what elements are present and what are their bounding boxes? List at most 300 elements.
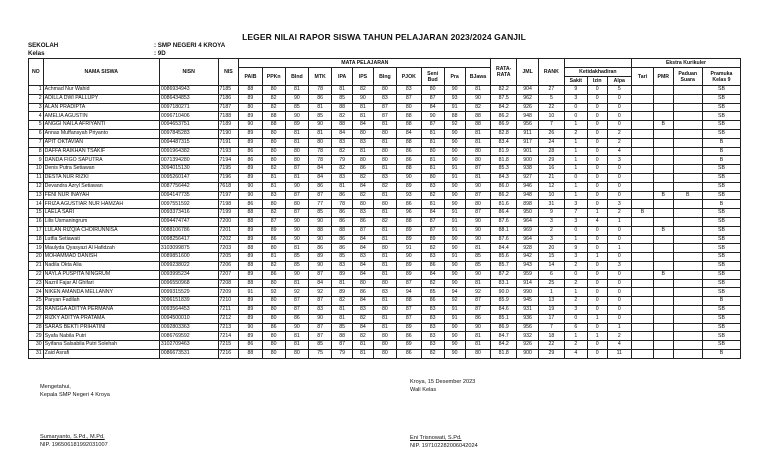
cell-nama: Devandra Azryl Setiawan (43, 182, 159, 191)
cell-mtk: 87 (309, 191, 332, 200)
cell-rata: 82.2 (491, 86, 517, 95)
cell-sakit: 2 (564, 297, 587, 306)
cell-ips: 80 (353, 129, 374, 138)
cell-nama: Nazril Fajar Al Ghifari (43, 279, 159, 288)
cell-mtk: 84 (309, 173, 332, 182)
cell-pjok: 89 (397, 235, 421, 244)
cell-bjawa: 80 (465, 200, 491, 209)
cell-sakit: 2 (564, 279, 587, 288)
cell-tari (631, 305, 653, 314)
cell-nis: 7187 (218, 103, 239, 112)
col-ipa: IPA (332, 68, 353, 86)
cell-ips: 82 (353, 86, 374, 95)
cell-pmr (653, 341, 673, 350)
cell-paduan-suara (673, 209, 702, 218)
col-bind: BInd (285, 68, 308, 86)
cell-senbud: 82 (421, 349, 444, 358)
cell-rank: 7 (539, 323, 565, 332)
table-row (29, 279, 741, 288)
cell-sakit: 7 (564, 209, 587, 218)
cell-nisn: 3096151839 (159, 297, 218, 306)
cell-jml: 943 (517, 261, 539, 270)
cell-paduan-suara (673, 165, 702, 174)
cell-rank: 2 (539, 226, 565, 235)
cell-paib: 89 (239, 297, 262, 306)
cell-jml: 956 (517, 121, 539, 130)
col-pramuka: Pramuka Kelas 9 (702, 68, 740, 86)
cell-nisn: 0099238022 (159, 261, 218, 270)
cell-pramuka: SB (702, 121, 740, 130)
cell-bing: 81 (373, 323, 396, 332)
cell-bing: 81 (373, 191, 396, 200)
cell-pjok: 88 (397, 138, 421, 147)
cell-bjawa: 81 (465, 341, 491, 350)
cell-paib: 89 (239, 314, 262, 323)
cell-ipa: 86 (332, 191, 353, 200)
cell-rata: 85.6 (491, 253, 517, 262)
cell-izin: 0 (587, 173, 607, 182)
cell-no: 26 (29, 305, 44, 314)
cell-paduan-suara (673, 182, 702, 191)
cell-pra: 91 (444, 217, 465, 226)
cell-paib: 89 (239, 270, 262, 279)
cell-paduan-suara (673, 86, 702, 95)
cell-pramuka: SB (702, 112, 740, 121)
cell-nama: Syifana Salsabila Putri Solehah (43, 341, 159, 350)
cell-sakit: 1 (564, 147, 587, 156)
cell-rata: 82.8 (491, 129, 517, 138)
cell-mtk: 85 (309, 209, 332, 218)
cell-bind: 90 (285, 226, 308, 235)
cell-bjawa: 81 (465, 86, 491, 95)
cell-rank: 29 (539, 349, 565, 358)
cell-izin: 0 (587, 94, 607, 103)
cell-paib: 86 (239, 147, 262, 156)
cell-nis: 7197 (218, 191, 239, 200)
table-row (29, 288, 741, 297)
cell-paib: 88 (239, 244, 262, 253)
cell-bing: 82 (373, 217, 396, 226)
cell-no: 19 (29, 244, 44, 253)
cell-ppkn: 80 (262, 200, 285, 209)
cell-ppkn: 86 (262, 270, 285, 279)
cell-paduan-suara (673, 288, 702, 297)
cell-pmr (653, 279, 673, 288)
cell-mtk: 90 (309, 314, 332, 323)
table-body (29, 86, 741, 359)
cell-bind: 81 (285, 244, 308, 253)
cell-nisn: 0089851600 (159, 253, 218, 262)
document-title: LEGER NILAI RAPOR SISWA TAHUN PELAJARAN 2023/2024 GANJIL (242, 32, 526, 42)
cell-pjok: 89 (397, 270, 421, 279)
cell-tari (631, 173, 653, 182)
cell-nisn: 3094015130 (159, 165, 218, 174)
cell-paduan-suara (673, 279, 702, 288)
cell-ips: 86 (353, 165, 374, 174)
cell-pjok: 88 (397, 121, 421, 130)
cell-paduan-suara (673, 94, 702, 103)
cell-pmr: B (653, 270, 673, 279)
cell-bing: 80 (373, 156, 396, 165)
cell-paduan-suara (673, 147, 702, 156)
cell-tari (631, 182, 653, 191)
cell-rank: 19 (539, 305, 565, 314)
cell-nisn: 0086434853 (159, 94, 218, 103)
cell-izin: 0 (587, 147, 607, 156)
extracurricular-group-header: Ekstra Kurikuler (631, 59, 740, 68)
cell-sakit: 3 (564, 253, 587, 262)
cell-nis: 7196 (218, 173, 239, 182)
cell-pmr (653, 297, 673, 306)
cell-izin: 0 (587, 349, 607, 358)
cell-pramuka: B (702, 349, 740, 358)
cell-bjawa: 90 (465, 270, 491, 279)
cell-tari (631, 165, 653, 174)
cell-jml: 969 (517, 226, 539, 235)
cell-bing: 80 (373, 332, 396, 341)
cell-nisn: 0086769592 (159, 332, 218, 341)
cell-ips: 82 (353, 332, 374, 341)
cell-nisn: 0094474747 (159, 217, 218, 226)
cell-pramuka: SB (702, 103, 740, 112)
cell-pramuka: SB (702, 323, 740, 332)
cell-pjok: 88 (397, 217, 421, 226)
cell-ips: 84 (353, 323, 374, 332)
cell-bing: 81 (373, 121, 396, 130)
school-value: : SMP NEGERI 4 KROYA (154, 42, 226, 49)
cell-jml: 898 (517, 200, 539, 209)
cell-paduan-suara (673, 305, 702, 314)
cell-tari (631, 244, 653, 253)
cell-nisn: 0093564453 (159, 305, 218, 314)
cell-pjok: 90 (397, 253, 421, 262)
cell-pramuka: SB (702, 253, 740, 262)
cell-paib: 89 (239, 112, 262, 121)
table-row (29, 121, 741, 130)
cell-mtk: 78 (309, 147, 332, 156)
cell-senbud: 87 (421, 217, 444, 226)
cell-nis: 7203 (218, 244, 239, 253)
cell-alpa: 0 (607, 121, 631, 130)
cell-rank: 18 (539, 332, 565, 341)
cell-pra: 91 (444, 209, 465, 218)
cell-tari (631, 112, 653, 121)
cell-mtk: 85 (309, 112, 332, 121)
table-row (29, 138, 741, 147)
cell-rata: 85.1 (491, 314, 517, 323)
cell-pramuka: SB (702, 244, 740, 253)
cell-pramuka: SB (702, 173, 740, 182)
cell-rank: 1 (539, 288, 565, 297)
cell-pra: 90 (444, 191, 465, 200)
col-nisn: NISN (159, 59, 218, 86)
cell-no: 31 (29, 349, 44, 358)
cell-ipa: 86 (332, 244, 353, 253)
cell-jml: 931 (517, 305, 539, 314)
cell-pramuka: SB (702, 279, 740, 288)
cell-bing: 80 (373, 147, 396, 156)
cell-ips: 84 (353, 235, 374, 244)
cell-rank: 22 (539, 341, 565, 350)
cell-bind: 80 (285, 200, 308, 209)
cell-pra: 90 (444, 138, 465, 147)
cell-senbud: 83 (421, 332, 444, 341)
cell-sakit: 2 (564, 129, 587, 138)
cell-rank: 7 (539, 121, 565, 130)
cell-ppkn: 88 (262, 112, 285, 121)
cell-paduan-suara (673, 173, 702, 182)
cell-no: 3 (29, 103, 44, 112)
cell-nisn: 0086673531 (159, 349, 218, 358)
cell-mtk: 81 (309, 129, 332, 138)
teacher-date: Kroya, 15 Desember 2023 (410, 379, 476, 385)
cell-sakit: 1 (564, 235, 587, 244)
cell-bind: 81 (285, 341, 308, 350)
table-row (29, 147, 741, 156)
cell-alpa: 2 (607, 332, 631, 341)
cell-bjawa: 81 (465, 244, 491, 253)
cell-nisn: 0093995234 (159, 270, 218, 279)
cell-nama: Annas Muffansyah Priyanto (43, 129, 159, 138)
cell-nama: NAYLA PUSPITA NINGRUM (43, 270, 159, 279)
cell-jml: 962 (517, 94, 539, 103)
cell-bing: 80 (373, 129, 396, 138)
cell-sakit: 1 (564, 191, 587, 200)
cell-izin: 0 (587, 261, 607, 270)
cell-paib: 88 (239, 261, 262, 270)
cell-nis: 7200 (218, 217, 239, 226)
cell-senbud: 89 (421, 235, 444, 244)
cell-ipa: 88 (332, 226, 353, 235)
cell-paduan-suara: B (673, 191, 702, 200)
cell-alpa: 0 (607, 165, 631, 174)
cell-pra: 90 (444, 156, 465, 165)
cell-pramuka: B (702, 297, 740, 306)
cell-rank: 20 (539, 244, 565, 253)
cell-bind: 90 (285, 94, 308, 103)
cell-nis: 7214 (218, 332, 239, 341)
col-bing: BIng (373, 68, 396, 86)
cell-rata: 87.2 (491, 270, 517, 279)
cell-bjawa: 88 (465, 121, 491, 130)
cell-nis: 7215 (218, 341, 239, 350)
cell-sakit: 1 (564, 138, 587, 147)
cell-ipa: 85 (332, 323, 353, 332)
cell-rata: 87.6 (491, 235, 517, 244)
cell-alpa: 0 (607, 173, 631, 182)
cell-nis: 7213 (218, 323, 239, 332)
cell-nama: Achmad Nur Wahid (43, 86, 159, 95)
cell-ipa: 83 (332, 261, 353, 270)
cell-pjok: 88 (397, 112, 421, 121)
cell-pjok: 83 (397, 86, 421, 95)
cell-pra: 92 (444, 121, 465, 130)
cell-nama: DESTA NUR RIZKI (43, 173, 159, 182)
cell-pra: 90 (444, 129, 465, 138)
cell-bjawa: 87 (465, 305, 491, 314)
cell-ips: 87 (353, 226, 374, 235)
cell-pjok: 89 (397, 341, 421, 350)
cell-pramuka: B (702, 156, 740, 165)
cell-pmr (653, 323, 673, 332)
cell-no: 20 (29, 253, 44, 262)
cell-nis: 7205 (218, 253, 239, 262)
cell-rata: 87.5 (491, 94, 517, 103)
cell-pmr (653, 332, 673, 341)
cell-izin: 0 (587, 156, 607, 165)
cell-pramuka: B (702, 200, 740, 209)
col-ips: IPS (353, 68, 374, 86)
cell-ipa: 89 (332, 288, 353, 297)
cell-nama: DANDA FIGO SAPUTRA (43, 156, 159, 165)
cell-bing: 81 (373, 314, 396, 323)
table-row (29, 235, 741, 244)
cell-pjok: 87 (397, 94, 421, 103)
cell-nisn: 0099315529 (159, 288, 218, 297)
cell-pmr (653, 103, 673, 112)
col-ppkn: PPKn (262, 68, 285, 86)
table-row (29, 226, 741, 235)
cell-rank: 22 (539, 103, 565, 112)
cell-izin: 0 (587, 244, 607, 253)
cell-nis: 7210 (218, 297, 239, 306)
cell-no: 2 (29, 94, 44, 103)
cell-tari (631, 103, 653, 112)
cell-senbud: 83 (421, 305, 444, 314)
cell-nama: Zaid Asrafi (43, 349, 159, 358)
cell-nama: Syafa Nabila Putri (43, 332, 159, 341)
cell-nis: 7202 (218, 235, 239, 244)
cell-ipa: 81 (332, 279, 353, 288)
cell-tari (631, 191, 653, 200)
cell-pramuka: SB (702, 341, 740, 350)
cell-sakit: 9 (564, 86, 587, 95)
principal-nip: NIP. 196506181992031007 (40, 442, 108, 448)
table-row (29, 129, 741, 138)
cell-pjok: 96 (397, 209, 421, 218)
cell-mtk: 90 (309, 217, 332, 226)
cell-bind: 80 (285, 349, 308, 358)
cell-ppkn: 80 (262, 147, 285, 156)
cell-sakit: 0 (564, 173, 587, 182)
cell-paib: 89 (239, 253, 262, 262)
cell-pra: 91 (444, 305, 465, 314)
cell-mtk: 87 (309, 332, 332, 341)
cell-rank: 10 (539, 112, 565, 121)
cell-nis: 7193 (218, 147, 239, 156)
table-row (29, 314, 741, 323)
cell-no: 5 (29, 121, 44, 130)
cell-bjawa: 90 (465, 235, 491, 244)
cell-no: 12 (29, 182, 44, 191)
cell-bing: 81 (373, 253, 396, 262)
cell-pra: 90 (444, 261, 465, 270)
cell-bind: 90 (285, 112, 308, 121)
cell-bjawa: 80 (465, 156, 491, 165)
cell-paib: 89 (239, 226, 262, 235)
cell-izin: 0 (587, 270, 607, 279)
cell-mtk: 90 (309, 235, 332, 244)
cell-ipa: 82 (332, 297, 353, 306)
cell-sakit: 2 (564, 341, 587, 350)
cell-nis: 7198 (218, 200, 239, 209)
cell-pmr (653, 138, 673, 147)
cell-ipa: 85 (332, 253, 353, 262)
cell-tari (631, 349, 653, 358)
cell-tari (631, 235, 653, 244)
cell-ips: 84 (353, 261, 374, 270)
cell-bjawa: 88 (465, 112, 491, 121)
cell-nama: Lutfia Setiawati (43, 235, 159, 244)
cell-pramuka: B (702, 147, 740, 156)
cell-rata: 85.9 (491, 297, 517, 306)
cell-izin: 0 (587, 341, 607, 350)
cell-nama: RANGGA ADITYA PERMANA (43, 305, 159, 314)
cell-pmr (653, 314, 673, 323)
cell-paduan-suara (673, 332, 702, 341)
cell-tari: B (631, 209, 653, 218)
cell-pjok: 86 (397, 349, 421, 358)
cell-mtk: 80 (309, 138, 332, 147)
table-row (29, 94, 741, 103)
cell-pmr (653, 129, 673, 138)
cell-alpa: 3 (607, 200, 631, 209)
table-row (29, 341, 741, 350)
cell-ipa: 79 (332, 156, 353, 165)
cell-bing: 87 (373, 103, 396, 112)
cell-pmr (653, 217, 673, 226)
cell-ppkn: 81 (262, 253, 285, 262)
cell-bing: 81 (373, 270, 396, 279)
cell-mtk: 87 (309, 297, 332, 306)
cell-nisn: 0094147735 (159, 191, 218, 200)
cell-pjok: 86 (397, 200, 421, 209)
cell-nama: Nadila Okta Alia (43, 261, 159, 270)
cell-rank: 6 (539, 270, 565, 279)
cell-alpa: 0 (607, 235, 631, 244)
cell-no: 6 (29, 129, 44, 138)
cell-jml: 904 (517, 86, 539, 95)
cell-ipa: 88 (332, 121, 353, 130)
cell-tari (631, 323, 653, 332)
cell-paduan-suara (673, 156, 702, 165)
cell-bind: 81 (285, 173, 308, 182)
cell-nama: Paryan Fadilah (43, 297, 159, 306)
col-sakit: Sakit (564, 77, 587, 86)
col-bjawa: BJawa (465, 68, 491, 86)
cell-izin: 0 (587, 279, 607, 288)
cell-bing: 81 (373, 165, 396, 174)
cell-tari (631, 332, 653, 341)
table-row (29, 200, 741, 209)
cell-izin: 0 (587, 297, 607, 306)
cell-bing: 82 (373, 182, 396, 191)
cell-no: 8 (29, 147, 44, 156)
cell-paib: 88 (239, 217, 262, 226)
cell-ips: 90 (353, 94, 374, 103)
table-header (29, 59, 741, 86)
cell-pramuka: SB (702, 86, 740, 95)
cell-nis: 7185 (218, 86, 239, 95)
cell-bing: 80 (373, 305, 396, 314)
cell-bjawa: 90 (465, 226, 491, 235)
table-row (29, 244, 741, 253)
cell-rata: 85.7 (491, 261, 517, 270)
cell-ppkn: 80 (262, 244, 285, 253)
col-mtk: MTK (309, 68, 332, 86)
cell-pmr (653, 182, 673, 191)
cell-pra: 90 (444, 341, 465, 350)
